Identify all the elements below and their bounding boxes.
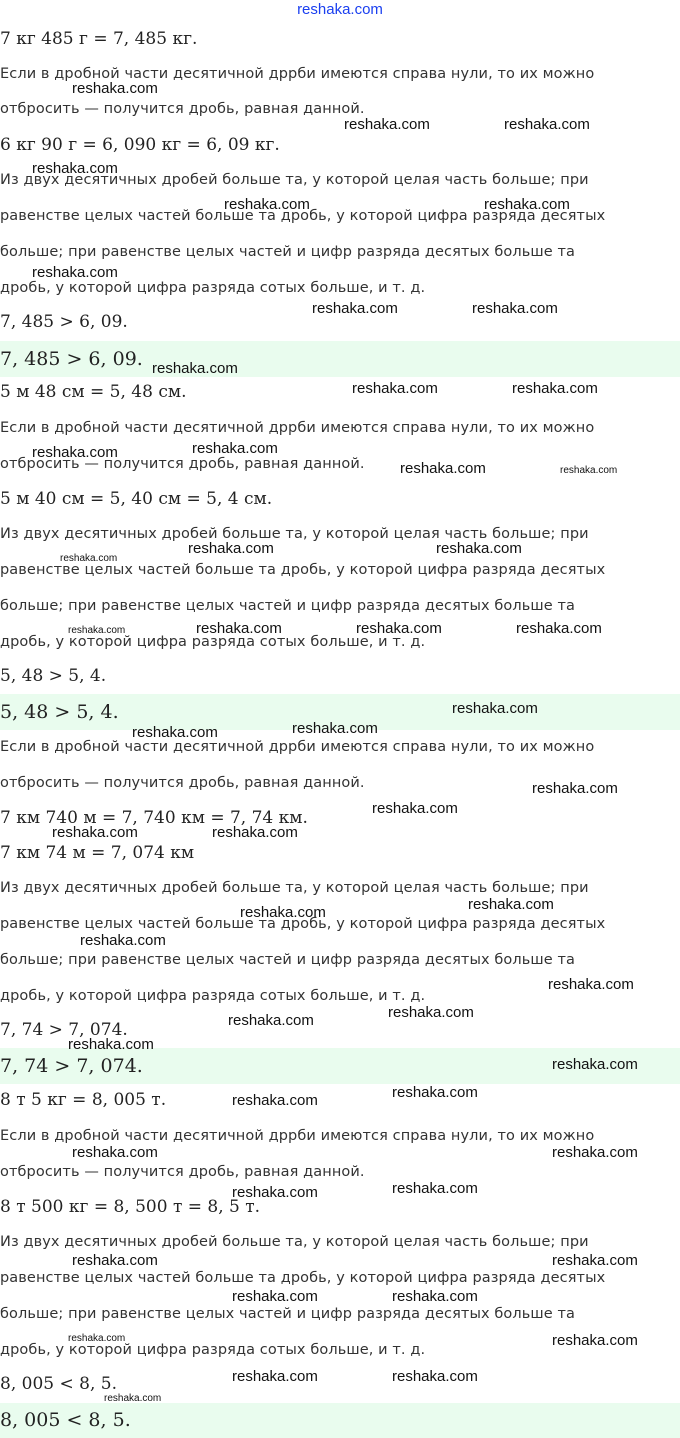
rule-compare-line: больше; при равенстве целых частей и цифр разряда десятых больше та — [0, 244, 576, 260]
answer-text: 5, 48 > 5, 4. — [0, 701, 119, 723]
watermark: reshaka.com — [552, 1332, 638, 1349]
watermark: reshaka.com — [512, 380, 598, 397]
watermark: reshaka.com — [372, 800, 458, 817]
watermark: reshaka.com — [392, 1288, 478, 1305]
rule-compare-line: равенстве целых частей больше та дробь, у которой цифра разряда десятых — [0, 208, 606, 224]
watermark: reshaka.com — [232, 1092, 318, 1109]
answer-highlight — [0, 1403, 680, 1438]
watermark: reshaka.com — [400, 460, 486, 477]
rule-zeros-line: Если в дробной части десятичной дррби имеются справа нули, то их можно — [0, 1128, 595, 1144]
watermark: reshaka.com — [240, 904, 326, 921]
watermark: reshaka.com — [552, 1144, 638, 1161]
watermark: reshaka.com — [104, 1393, 162, 1404]
simplified-line: 7 км 740 м = 7, 740 км = 7, 74 км. — [0, 808, 308, 828]
rule-zeros-line: отбросить — получится дробь, равная данной. — [0, 1164, 365, 1180]
watermark: reshaka.com — [516, 620, 602, 637]
rule-zeros-line: Если в дробной части десятичной дррби имеются справа нули, то их можно — [0, 739, 595, 755]
rule-compare-line: равенстве целых частей больше та дробь, у которой цифра разряда десятых — [0, 916, 606, 932]
watermark: reshaka.com — [80, 932, 166, 949]
comparison-line: 7, 74 > 7, 074. — [0, 1020, 128, 1040]
watermark: reshaka.com — [68, 625, 126, 636]
rule-zeros-line: Если в дробной части десятичной дррби имеются справа нули, то их можно — [0, 66, 595, 82]
answer-text: 7, 485 > 6, 09. — [0, 348, 143, 370]
rule-compare-line: больше; при равенстве целых частей и цифр разряда десятых больше та — [0, 598, 576, 614]
rule-compare-line: дробь, у которой цифра разряда сотых больше, и т. д. — [0, 988, 426, 1004]
watermark: reshaka.com — [224, 196, 310, 213]
rule-compare-line: Из двух десятичных дробей больше та, у которой целая часть больше; при — [0, 172, 589, 188]
watermark: reshaka.com — [548, 976, 634, 993]
conversion-line: 7 км 74 м = 7, 074 км — [0, 843, 195, 863]
watermark: reshaka.com — [132, 724, 218, 741]
comparison-line: 5, 48 > 5, 4. — [0, 666, 107, 686]
watermark: reshaka.com — [560, 465, 618, 476]
rule-compare-line: дробь, у которой цифра разряда сотых больше, и т. д. — [0, 280, 426, 296]
watermark: reshaka.com — [72, 1144, 158, 1161]
watermark: reshaka.com — [352, 380, 438, 397]
watermark: reshaka.com — [552, 1056, 638, 1073]
site-link[interactable]: reshaka.com — [297, 1, 383, 18]
rule-compare-line: Из двух десятичных дробей больше та, у которой целая часть больше; при — [0, 1234, 589, 1250]
watermark: reshaka.com — [212, 824, 298, 841]
watermark: reshaka.com — [552, 1252, 638, 1269]
conversion-line: 7 кг 485 г = 7, 485 кг. — [0, 29, 198, 49]
watermark: reshaka.com — [32, 444, 118, 461]
conversion-line: 8 т 5 кг = 8, 005 т. — [0, 1090, 167, 1110]
rule-zeros-line: отбросить — получится дробь, равная данной. — [0, 101, 365, 117]
answer-text: 7, 74 > 7, 074. — [0, 1055, 143, 1077]
watermark: reshaka.com — [504, 116, 590, 133]
comparison-line: 8, 005 < 8, 5. — [0, 1374, 117, 1394]
watermark: reshaka.com — [68, 1036, 154, 1053]
watermark: reshaka.com — [292, 720, 378, 737]
rule-compare-line: Из двух десятичных дробей больше та, у которой целая часть больше; при — [0, 526, 589, 542]
watermark: reshaka.com — [392, 1084, 478, 1101]
watermark: reshaka.com — [532, 780, 618, 797]
watermark: reshaka.com — [388, 1004, 474, 1021]
watermark: reshaka.com — [468, 896, 554, 913]
watermark: reshaka.com — [392, 1180, 478, 1197]
watermark: reshaka.com — [68, 1333, 126, 1344]
watermark: reshaka.com — [344, 116, 430, 133]
watermark: reshaka.com — [32, 160, 118, 177]
watermark: reshaka.com — [392, 1368, 478, 1385]
watermark: reshaka.com — [232, 1184, 318, 1201]
rule-compare-line: равенстве целых частей больше та дробь, у которой цифра разряда десятых — [0, 562, 606, 578]
watermark: reshaka.com — [152, 360, 238, 377]
rule-compare-line: дробь, у которой цифра разряда сотых больше, и т. д. — [0, 634, 426, 650]
rule-compare-line: больше; при равенстве целых частей и цифр разряда десятых больше та — [0, 1306, 576, 1322]
rule-compare-line: равенстве целых частей больше та дробь, у которой цифра разряда десятых — [0, 1270, 606, 1286]
watermark: reshaka.com — [32, 264, 118, 281]
watermark: reshaka.com — [472, 300, 558, 317]
answer-text: 8, 005 < 8, 5. — [0, 1409, 131, 1431]
rule-zeros-line: отбросить — получится дробь, равная данной. — [0, 775, 365, 791]
watermark: reshaka.com — [52, 824, 138, 841]
comparison-line: 7, 485 > 6, 09. — [0, 312, 128, 332]
simplified-line: 5 м 40 см = 5, 40 см = 5, 4 см. — [0, 489, 273, 509]
watermark: reshaka.com — [484, 196, 570, 213]
rule-zeros-line: Если в дробной части десятичной дррби имеются справа нули, то их можно — [0, 420, 595, 436]
rule-compare-line: больше; при равенстве целых частей и цифр разряда десятых больше та — [0, 952, 576, 968]
rule-compare-line: Из двух десятичных дробей больше та, у которой целая часть больше; при — [0, 880, 589, 896]
watermark: reshaka.com — [196, 620, 282, 637]
watermark: reshaka.com — [72, 80, 158, 97]
watermark: reshaka.com — [228, 1012, 314, 1029]
answer-highlight — [0, 341, 680, 377]
simplified-line: 8 т 500 кг = 8, 500 т = 8, 5 т. — [0, 1197, 261, 1217]
watermark: reshaka.com — [60, 553, 118, 564]
watermark: reshaka.com — [232, 1368, 318, 1385]
watermark: reshaka.com — [436, 540, 522, 557]
rule-zeros-line: отбросить — получится дробь, равная данной. — [0, 456, 365, 472]
watermark: reshaka.com — [72, 1252, 158, 1269]
watermark: reshaka.com — [232, 1288, 318, 1305]
watermark: reshaka.com — [192, 440, 278, 457]
simplified-line: 6 кг 90 г = 6, 090 кг = 6, 09 кг. — [0, 135, 280, 155]
conversion-line: 5 м 48 см = 5, 48 см. — [0, 382, 187, 402]
watermark: reshaka.com — [312, 300, 398, 317]
watermark: reshaka.com — [356, 620, 442, 637]
watermark: reshaka.com — [452, 700, 538, 717]
rule-compare-line: дробь, у которой цифра разряда сотых больше, и т. д. — [0, 1342, 426, 1358]
watermark: reshaka.com — [188, 540, 274, 557]
